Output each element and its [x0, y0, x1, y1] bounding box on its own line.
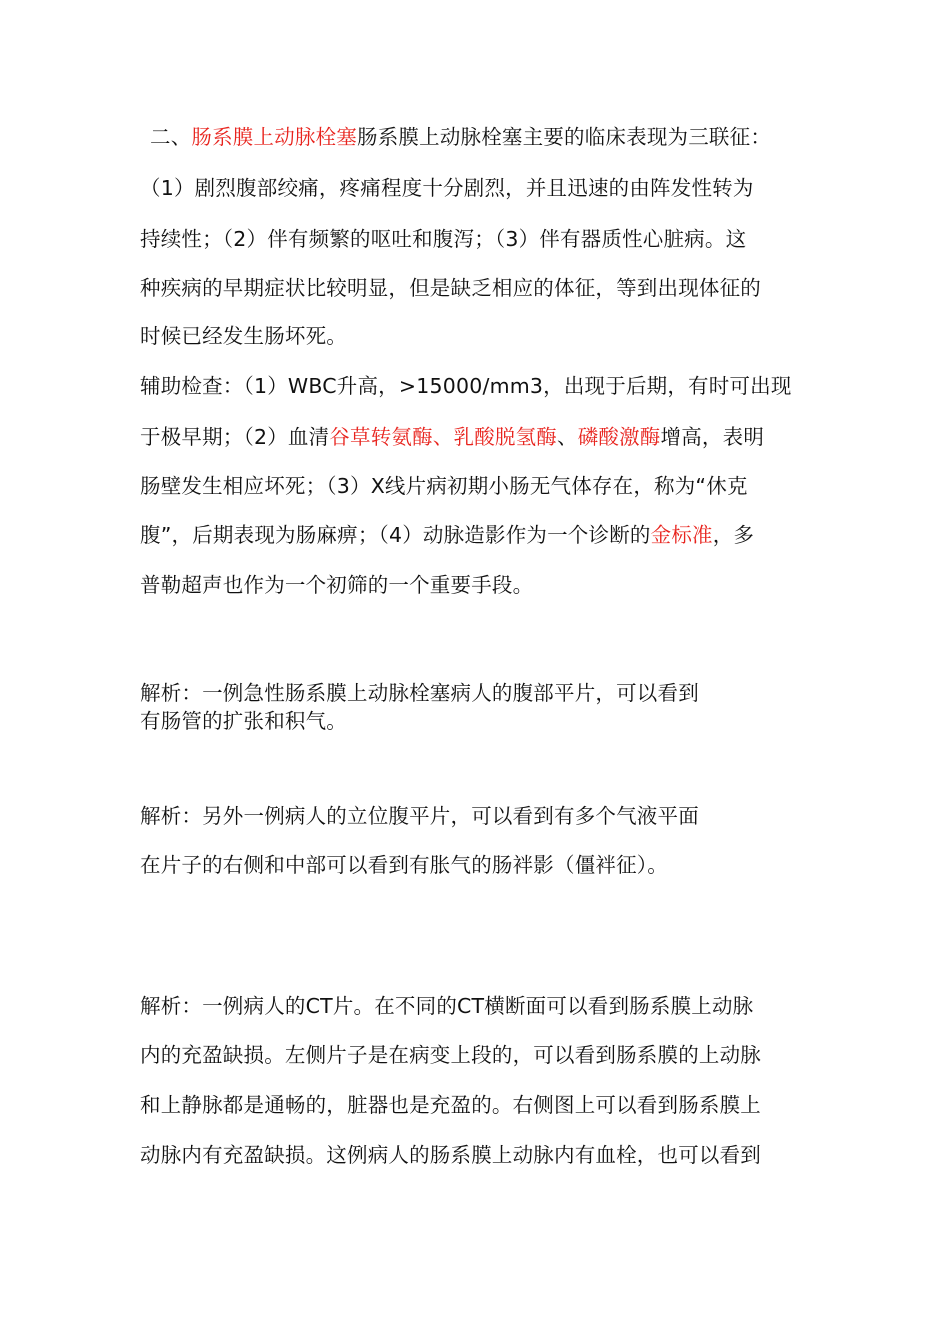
text-line [140, 274, 830, 302]
text-segment: 、 [557, 425, 578, 449]
text-segment: 增高，表明 [660, 425, 765, 449]
highlighted-term: 磷酸激酶 [577, 425, 661, 449]
text-segment: 和上静脉都是通畅的，脏器也是充盈的。右侧图上可以看到肠系膜上 [140, 1093, 761, 1117]
text-segment: 肠系膜上动脉栓塞主要的临床表现为三联征： [357, 125, 772, 149]
text-segment: 腹”，后期表现为肠麻痹；（4）动脉造影作为一个诊断的 [140, 523, 651, 547]
text-line [140, 372, 830, 400]
text-line [140, 851, 830, 879]
text-segment: 种疾病的早期症状比较明显，但是缺乏相应的体征，等到出现体征的 [140, 276, 761, 300]
text-line [140, 174, 830, 202]
text-segment: 内的充盈缺损。左侧片子是在病变上段的，可以看到肠系膜的上动脉 [140, 1043, 761, 1067]
text-segment: 普勒超声也作为一个初筛的一个重要手段。 [140, 573, 534, 597]
text-line [140, 1041, 830, 1069]
text-segment: 持续性；（2）伴有频繁的呕吐和腹泻；（3）伴有器质性心脏病。这 [140, 227, 747, 251]
text-segment: 在片子的右侧和中部可以看到有胀气的肠袢影（僵袢征）。 [140, 853, 668, 877]
text-segment: 解析：一例急性肠系膜上动脉栓塞病人的腹部平片，可以看到 [140, 681, 699, 705]
text-line [140, 472, 830, 500]
text-line [140, 1091, 830, 1119]
text-line [140, 1141, 830, 1169]
text-segment: 肠壁发生相应坏死；（3）X线片病初期小肠无气体存在，称为“休克 [140, 474, 748, 498]
text-line [140, 992, 830, 1020]
text-line [140, 707, 830, 735]
highlighted-term: 金标准 [650, 523, 713, 547]
text-segment: 时候已经发生肠坏死。 [140, 324, 347, 348]
text-line [140, 322, 830, 350]
text-segment: 解析：另外一例病人的立位腹平片，可以看到有多个气液平面 [140, 804, 699, 828]
text-segment: （1）剧烈腹部绞痛，疼痛程度十分剧烈，并且迅速的由阵发性转为 [140, 176, 754, 200]
text-line [140, 679, 830, 707]
text-segment: 解析：一例病人的CT片。在不同的CT横断面可以看到肠系膜上动脉 [140, 994, 754, 1018]
text-line [140, 225, 830, 253]
text-line [150, 123, 840, 151]
text-segment: ，多 [712, 523, 755, 547]
text-line [140, 571, 830, 599]
text-segment: 动脉内有充盈缺损。这例病人的肠系膜上动脉内有血栓，也可以看到 [140, 1143, 761, 1167]
text-line [140, 423, 830, 451]
highlighted-term: 肠系膜上动脉栓塞 [191, 125, 358, 149]
text-segment: 于极早期；（2）血清 [140, 425, 330, 449]
highlighted-term: 谷草转氨酶、乳酸脱氢酶 [329, 425, 557, 449]
text-segment: 有肠管的扩张和积气。 [140, 709, 347, 733]
text-line [140, 802, 830, 830]
text-segment: 二、 [150, 125, 192, 149]
text-segment: 辅助检查：（1）WBC升高，>15000/mm3，出现于后期，有时可出现 [140, 374, 792, 398]
text-line [140, 521, 830, 549]
